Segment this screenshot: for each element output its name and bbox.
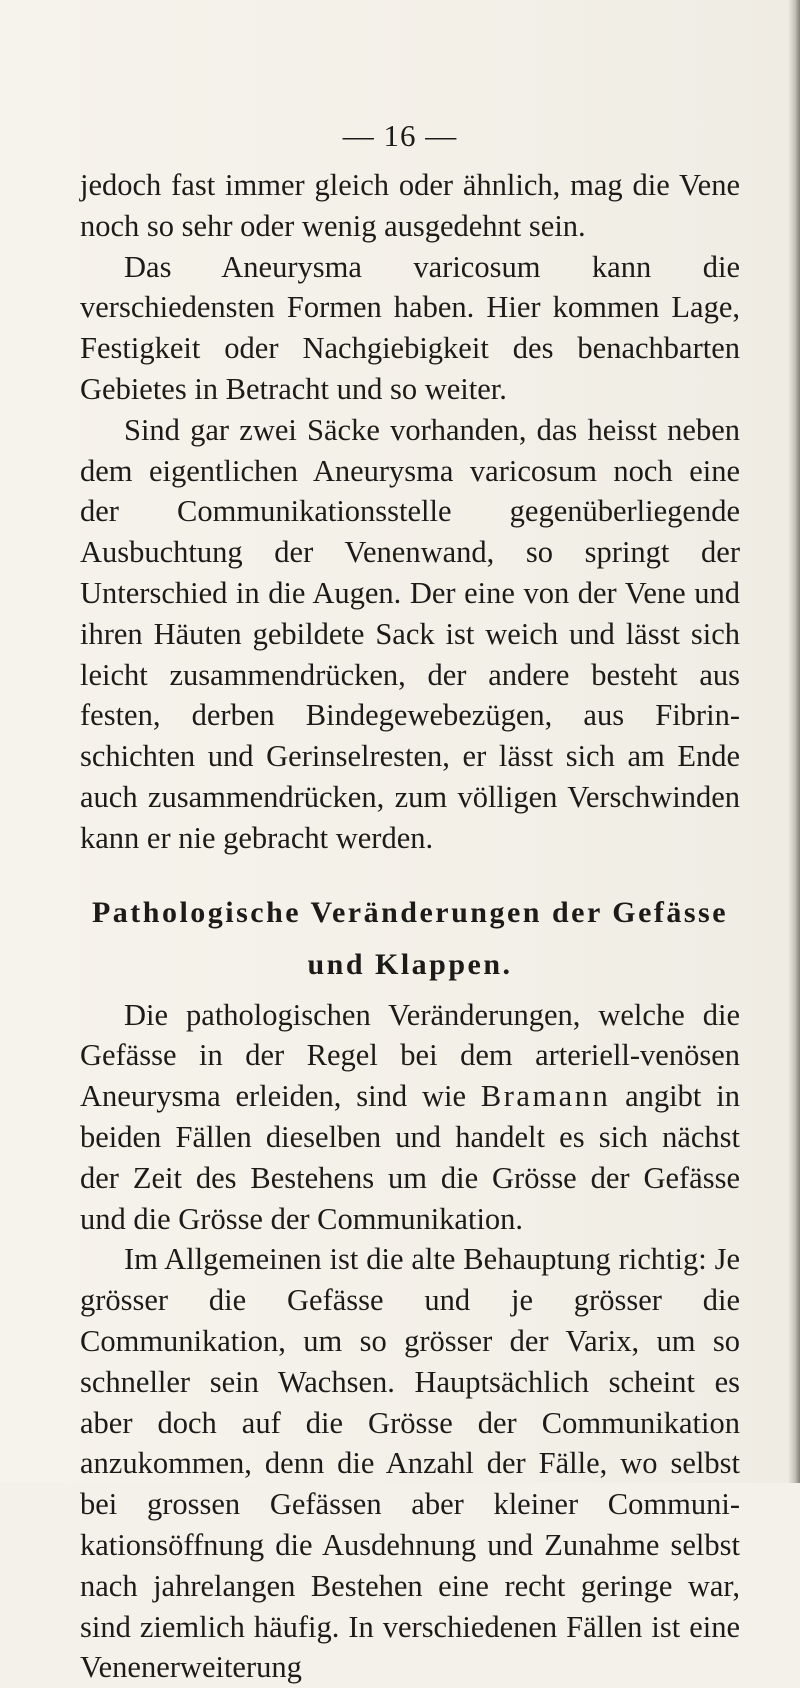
section-heading-line1: Pathologische Veränderungen der Gefässe xyxy=(91,895,729,929)
page-edge-shadow xyxy=(788,0,800,1483)
paragraph-two-sacs: Sind gar zwei Säcke vorhanden, das heisst neben dem eigentlichen Aneurysma varicosum noch eine der Communikationsstelle gegenüberliegende Ausbuchtung der Venenwand, so springt der Unterschied in die Augen. Der eine von der Vene und ihren Häuten gebildete Sack ist weich und lässt sich leicht zusammendrücken, der andere besteht aus festen, derben Bindegewebezügen, aus Fibrinschichten und Gerinselresten, er lässt sich am Ende auch zusammendrücken, zum völligen Verschwinden kann er nie gebracht werden. xyxy=(80,412,740,855)
paragraph-continuation: jedoch fast immer gleich oder ähnlich, mag die Vene noch so sehr oder wenig ausgedehnt sein. xyxy=(80,168,740,243)
paragraph-pathological-changes xyxy=(80,995,740,1240)
section-heading xyxy=(80,893,740,985)
paragraph-forms: Das Aneurysma varicosum kann die verschiedensten Formen haben. Hier kommen Lage, Festigkeit oder Nachgiebigkeit des benachbarten Gebietes in Betracht und so weiter. xyxy=(80,249,740,406)
paragraph-pathological-changes-start: Die pathologischen Veränderungen, welche die Gefässe in der Regel bei dem arteriell-venösen Aneurysma erleiden, sind wie xyxy=(80,997,740,1114)
section-heading-line2: und Klappen. xyxy=(307,947,513,981)
page-number: — 16 — xyxy=(342,118,458,153)
author-name-bramann: Bramann xyxy=(480,1079,611,1114)
page-body xyxy=(80,165,740,1688)
paragraph-general-rule: Im Allgemeinen ist die alte Behauptung richtig: Je grösser die Gefässe und je grösser die Communikation, um so grösser der Varix, um so schneller sein Wachsen. Hauptsächlich scheint es aber doch auf die Grösse der Communikation anzukommen, denn die Anzahl der Fälle, wo selbst bei grossen Gefässen aber kleiner Communikationsöffnung die Ausdehnung und Zunahme selbst nach jahrelangen Bestehen eine recht geringe war, sind ziemlich häufig. In verschiedenen Fällen ist eine Venenerweiterung xyxy=(80,1242,740,1685)
paragraph-pathological-changes-end: angibt in beiden Fällen dieselben und handelt es sich nächst der Zeit des Bestehens um die Grösse der Gefässe und die Grösse der Communikation. xyxy=(80,1079,740,1236)
